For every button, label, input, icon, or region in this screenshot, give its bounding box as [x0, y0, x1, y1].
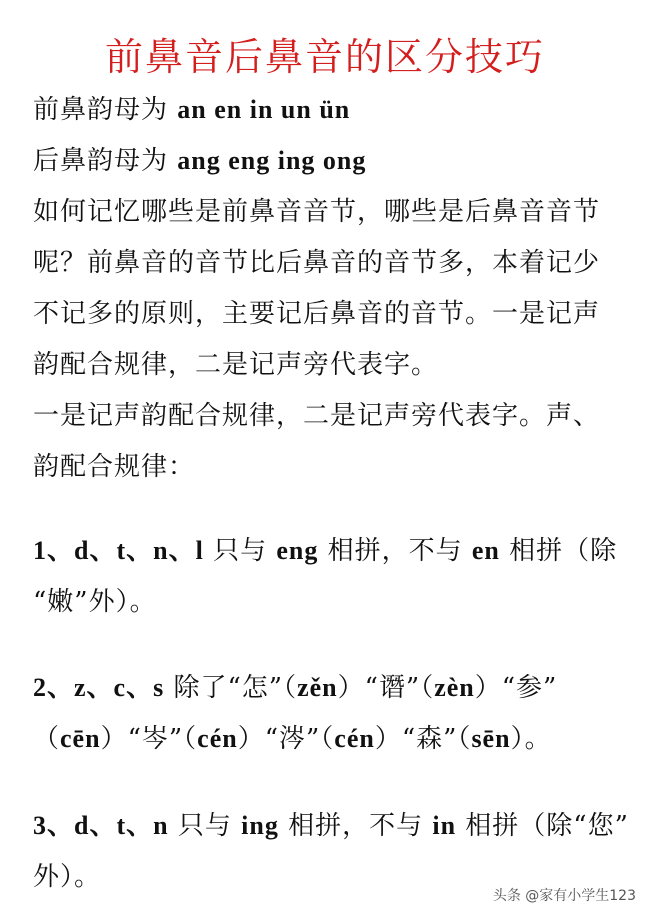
rule-text: ）“谮”（: [337, 673, 435, 703]
intro-line: 如何记忆哪些是前鼻音音节，哪些是后鼻音音节: [33, 197, 601, 227]
rule-initials: z、c、s: [74, 673, 165, 702]
rule-text: 相拼，不与: [278, 811, 433, 841]
intro-line: 不记多的原则，主要记后鼻音的音节。一是记声: [33, 299, 601, 329]
rule-text: 相拼（除“您”: [456, 811, 629, 841]
rule-2-line-1: [33, 670, 557, 706]
rule-1-line-2: “嫩”外）。: [33, 587, 157, 617]
rule-final: ing: [241, 811, 279, 840]
pinyin: sēn: [471, 724, 511, 753]
back-nasal-finals: ang eng ing ong: [177, 146, 367, 175]
rule-final: eng: [276, 536, 319, 565]
front-nasal-line: [33, 92, 350, 128]
rule-text: 相拼（除: [499, 536, 618, 566]
rule-text: ）“岑”（: [100, 724, 198, 754]
rule-2-line-2: [33, 721, 552, 757]
rule-final: en: [471, 536, 500, 565]
rule-number: 1、: [33, 536, 75, 565]
rule-text: ）。: [510, 724, 552, 754]
rule-number: 2、: [33, 673, 75, 702]
pinyin: zèn: [434, 673, 475, 702]
rule-text: （: [33, 724, 61, 754]
rule-3-line-2: 外）。: [33, 862, 102, 892]
back-nasal-line: [33, 143, 366, 179]
page-title: 前鼻音后鼻音的区分技巧: [104, 35, 545, 79]
rule-initials: d、t、n: [74, 811, 169, 840]
pinyin: cén: [334, 724, 375, 753]
rule-text: 除了“怎”（: [164, 673, 298, 703]
rule-text: ）“森”（: [374, 724, 472, 754]
back-nasal-label: 后鼻韵母为: [33, 146, 178, 176]
rule-text: 只与: [203, 536, 277, 566]
intro-line: 一是记声韵配合规律，二是记声旁代表字。声、: [33, 401, 601, 431]
intro-line: 呢？前鼻音的音节比后鼻音的音节多，本着记少: [33, 248, 601, 278]
intro-line: 韵配合规律：: [33, 452, 196, 482]
rule-text: ）“参”: [474, 673, 558, 703]
pinyin: cén: [197, 724, 238, 753]
rule-1-line-1: [33, 533, 617, 569]
pinyin: zěn: [297, 673, 338, 702]
rule-initials: d、t、n、l: [74, 536, 204, 565]
rule-3-line-1: [33, 808, 629, 844]
rule-number: 3、: [33, 811, 75, 840]
pinyin: cēn: [60, 724, 101, 753]
rule-text: ）“涔”（: [237, 724, 335, 754]
rule-text: 只与: [168, 811, 242, 841]
intro-line: 韵配合规律，二是记声旁代表字。: [33, 350, 439, 380]
front-nasal-label: 前鼻韵母为: [33, 95, 178, 125]
rule-final: in: [432, 811, 457, 840]
front-nasal-finals: an en in un ün: [177, 95, 351, 124]
rule-text: 相拼，不与: [318, 536, 472, 566]
watermark: 头条 @家有小学生123: [492, 888, 636, 904]
